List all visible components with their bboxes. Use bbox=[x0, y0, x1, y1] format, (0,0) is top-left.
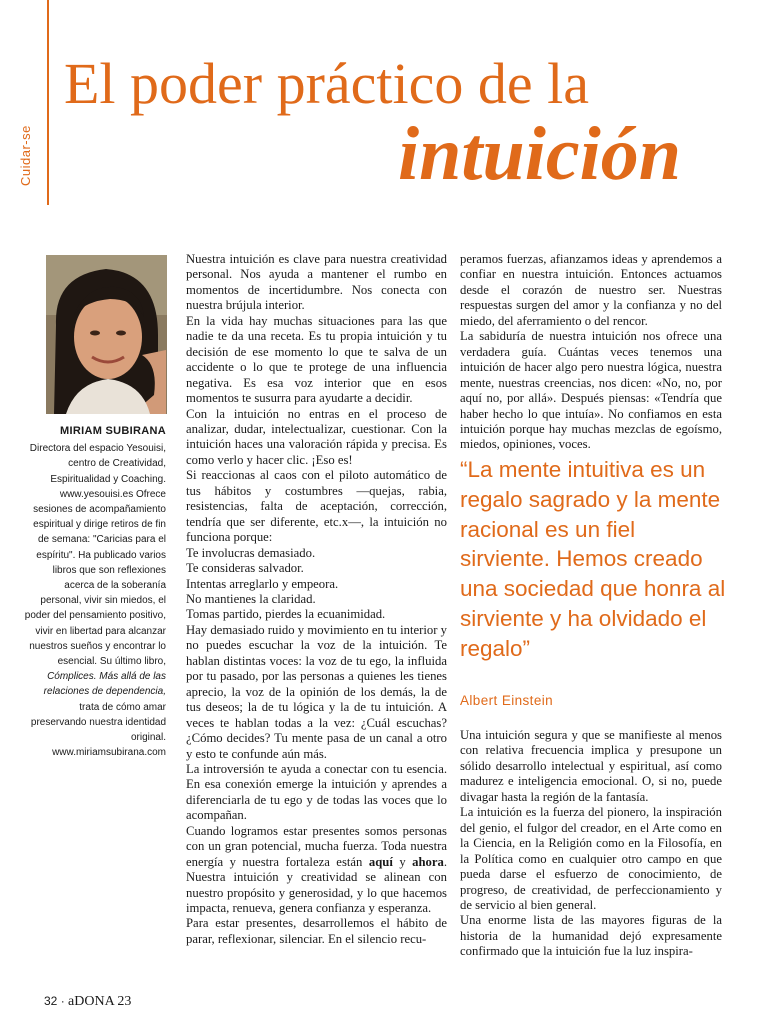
paragraph: Te involucras demasiado. bbox=[186, 545, 316, 560]
paragraph: La introversión te ayuda a conectar con tu esencia. En esa conexión emerge la intuición y aprendes a diferenciarla de tu ego y de todas las voces que lo acompañan. bbox=[186, 761, 447, 823]
author-portrait-illustration bbox=[46, 255, 167, 414]
page-number: 32 bbox=[44, 994, 58, 1008]
paragraph: No mantienes la claridad. bbox=[186, 591, 316, 606]
paragraph: Si reaccionas al caos con el piloto automático de tus hábitos y costumbres —quejas, rabia, resistencias, falta de aceptación, corrección, tendría que ser diferente, etc.x—, la intuición no funciona porque: bbox=[186, 468, 447, 545]
paragraph: Cuando logramos estar presentes somos personas con un gran potencial, mucha fuerza. Toda nuestra energía y nuestra fortaleza están aquí y ahora. Nuestra intuición y creatividad se alinean con nuestro propósito y generosidad, y lo que hacemos impacta, renueva, genera confianza y esperanza. bbox=[186, 823, 448, 916]
author-box bbox=[24, 424, 166, 760]
article-column-1 bbox=[186, 252, 447, 947]
paragraph: Hay demasiado ruido y movimiento en tu interior y no puedes escuchar la voz de la intuición. Te hablan distintas voces: la voz de tu ego, la influida por tu pasado, por las personas a quienes les tienes aprecio, la voz de la opinión de los demás, la de tus deseos; la de tu lógica y la de tu intuición. A veces te hablan todas a la vez: ¿Cuál escuchas? ¿Cómo decides? Tu mente pasa de un canal a otro y esto te confunde aún más. bbox=[186, 622, 447, 761]
paragraph: Te consideras salvador. bbox=[186, 561, 304, 576]
magazine-name: aDONA 23 bbox=[68, 994, 132, 1009]
paragraph: Intentas arreglarlo y empeora. bbox=[186, 576, 339, 591]
author-photo bbox=[46, 255, 167, 414]
article-title-line1: El poder práctico de la bbox=[64, 51, 589, 116]
pull-quote: “La mente intuitiva es un regalo sagrado y la mente racional es un fiel sirviente. Hemos creado una sociedad que honra al sirviente y ha olvidado el regalo” bbox=[460, 457, 726, 661]
section-tag: Cuidar-se bbox=[18, 125, 33, 186]
author-bio bbox=[24, 441, 166, 745]
page-folio bbox=[44, 994, 131, 1010]
paragraph: Una intuición segura y que se manifieste al menos con relativa frecuencia implica y presupone un sólido desarrollo intelectual y espiritual, así como madurez e inteligencia emocional. O, si no, puede divagar hasta la región de la fantasía. bbox=[460, 728, 722, 804]
paragraph: Tomas partido, pierdes la ecuanimidad. bbox=[186, 607, 386, 622]
paragraph: Para estar presentes, desarrollemos el hábito de parar, reflexionar, silenciar. En el silencio recu- bbox=[186, 916, 447, 946]
folio-separator: · bbox=[60, 994, 65, 1008]
article-column-2 bbox=[460, 252, 722, 453]
article-title-line2: intuición bbox=[398, 112, 681, 196]
paragraph: Una enorme lista de las mayores figuras de la historia de la humanidad dejó expresamente confirmado que la intuición fue la luz inspira- bbox=[460, 913, 722, 959]
paragraph: Nuestra intuición es clave para nuestra creatividad personal. Nos ayuda a mantener el rumbo en momentos de incertidumbre. Nos conecta con nuestra brújula interior. bbox=[186, 252, 447, 313]
article-column-3 bbox=[460, 728, 722, 960]
author-book-title: Cómplices. Más allá de las relaciones de dependencia, bbox=[43, 671, 166, 698]
author-bio-text: Directora del espacio Yesouisi, centro de Creatividad, Espiritualidad y Coaching. www.yesouisi.es Ofrece sesiones de acompañamiento espiritual y dirige retiros de fin de semana: "Caricias para el espíritu". Ha publicado varios libros que son reflexiones acerca de la soberanía personal, vivir sin miedos, el poder del pensamiento positivo, vivir en libertad para alcanzar nuestros sueños y encontrar lo esencial. Su último libro, bbox=[24, 443, 166, 668]
author-website[interactable]: www.miriamsubirana.com bbox=[52, 747, 166, 759]
paragraph: La intuición es la fuerza del pionero, la inspiración del genio, el fulgor del creador, en el Arte como en la Ciencia, en la Religión como en la Filosofía, en la Política como en cualquier otro campo en que pueda darse el esfuerzo de conocimiento, de progreso, de creatividad, de perfeccionamiento y de servicio al bien general. bbox=[460, 805, 722, 912]
author-bio-text-end: trata de cómo amar preservando nuestra identidad original. bbox=[30, 701, 166, 744]
author-name: MIRIAM SUBIRANA bbox=[60, 425, 166, 437]
paragraph: Con la intuición no entras en el proceso de analizar, dudar, intelectualizar, cuestionar. Con la intuición haces una valoración rápida y precisa. Es como verlo y hacer clic. ¡Eso es! bbox=[186, 406, 447, 467]
pull-quote-author: Albert Einstein bbox=[460, 693, 554, 708]
paragraph: En la vida hay muchas situaciones para las que nadie te da una receta. Es tu propia intuición y tu decisión de ese momento lo que te salva de un accidente o lo que te protege de una influencia negativa. Es esa voz interior que en esos momentos te susurra para ayudarte a decidir. bbox=[186, 313, 447, 406]
accent-vertical-rule bbox=[47, 0, 49, 205]
paragraph: La sabiduría de nuestra intuición nos ofrece una verdadera guía. Cuántas veces tenemos una intuición de hacer algo pero nuestra lógica, nuestra mente, nuestras creencias, nos dicen: «No, no, por aquí no, por allá». Después piensas: «Tendría que haber hecho lo que intuía». No confiamos en esta intuición porque hay muchas mezclas de egoísmo, miedos, opiniones, voces. bbox=[460, 329, 722, 452]
paragraph: peramos fuerzas, afianzamos ideas y aprendemos a confiar en nuestra intuición. Entonces actuamos desde el corazón de nuestro ser. Nuestras respuestas surgen del amor y la confianza y no del miedo, del aferramiento o del rencor. bbox=[460, 252, 722, 328]
